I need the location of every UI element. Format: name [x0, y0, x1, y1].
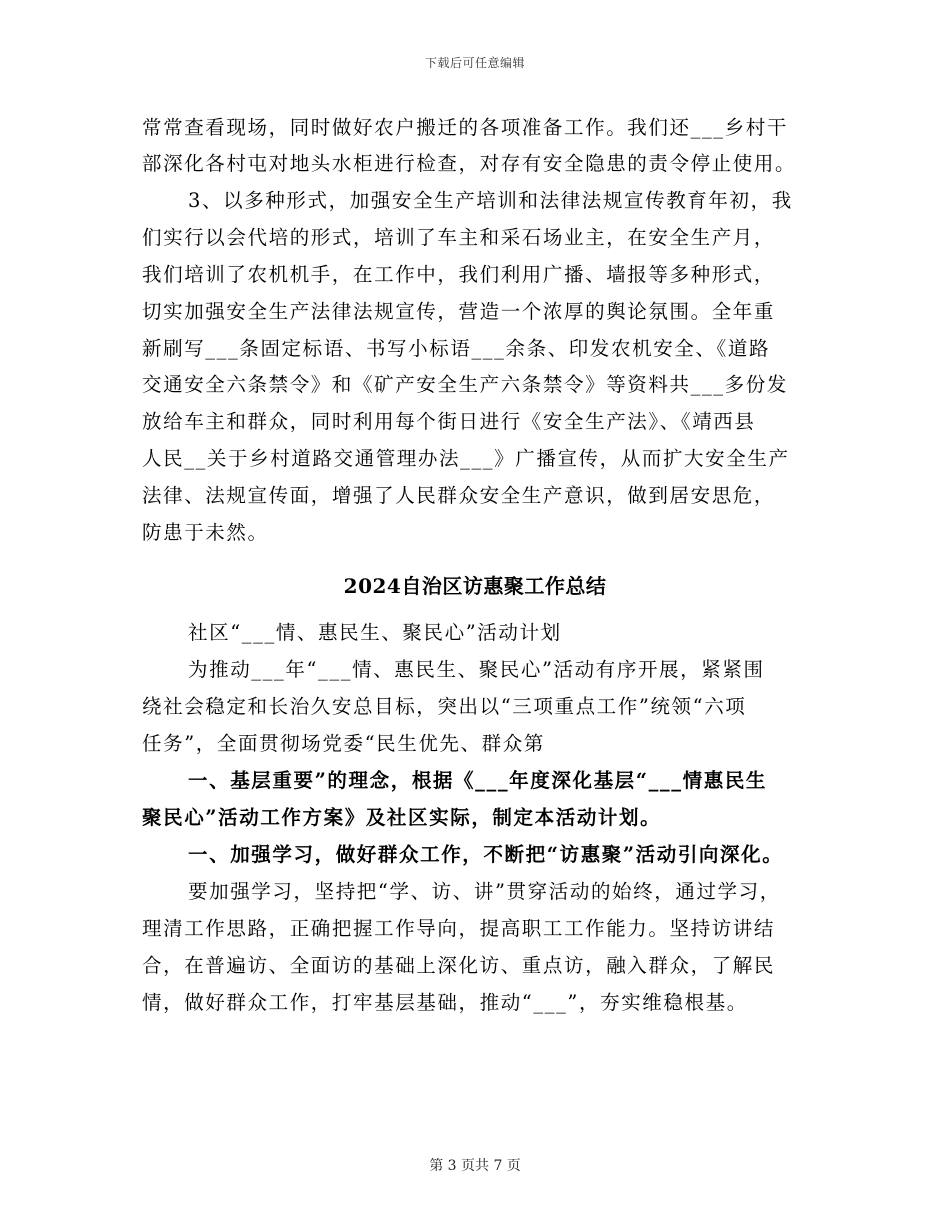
section-title: 2024自治区访惠聚工作总结 [343, 574, 607, 598]
body-line: 常常查看现场，同时做好农户搬迁的各项准备工作。我们还___乡村干 [142, 116, 788, 139]
body-line: 法律、法规宣传面，增强了人民群众安全生产意识，做到居安思危， [142, 484, 776, 507]
body-line: 部深化各村屯对地头水柜进行检查，对存有安全隐患的责令停止使用。 [142, 152, 797, 175]
bold-body-line: 一、基层重要”的理念，根据《___年度深化基层“___情惠民生 [188, 769, 768, 792]
body-line: 新刷写___条固定标语、书写小标语___余条、印发农机安全、《道路 [142, 337, 771, 360]
body-line: 放给车主和群众，同时利用每个街日进行《安全生产法》、《靖西县 [142, 410, 756, 433]
body-line: 交通安全六条禁令》和《矿产安全生产六条禁令》等资料共___多份发 [142, 373, 788, 396]
body-line: 们实行以会代培的形式，培训了车主和采石场业主，在安全生产月， [142, 226, 776, 249]
body-line: 任务”，全面贯彻场党委“民生优先、群众第 [142, 732, 545, 755]
page-header: 下载后可任意编辑 [424, 56, 525, 70]
body-line: 社区“___情、惠民生、聚民心”活动计划 [188, 621, 562, 644]
bold-body-line: 聚民心”活动工作方案》及社区实际，制定本活动计划。 [142, 806, 662, 829]
body-line: 理清工作思路，正确把握工作导向，提高职工工作能力。坚持访讲结 [142, 917, 776, 940]
body-line: 情，做好群众工作，打牢基层基础，推动“___”，夯实维稳根基。 [142, 991, 748, 1014]
body-line: 我们培训了农机机手，在工作中，我们利用广播、墙报等多种形式， [142, 263, 776, 286]
body-line: 切实加强安全生产法律法规宣传，营造一个浓厚的舆论氛围。全年重 [142, 300, 776, 323]
body-line: 绕社会稳定和长治久安总目标，突出以“三项重点工作”统领“六项 [142, 695, 747, 718]
page-footer: 第 3 页共 7 页 [429, 1158, 521, 1174]
body-line: 3、以多种形式，加强安全生产培训和法律法规宣传教育年初，我 [188, 189, 793, 212]
body-line: 合，在普遍访、全面访的基础上深化访、重点访，融入群众，了解民 [142, 954, 776, 977]
bold-heading-line: 一、加强学习，做好群众工作，不断把“访惠聚”活动引向深化。 [188, 843, 784, 866]
body-line: 防患于未然。 [142, 521, 269, 544]
body-line: 为推动___年“___情、惠民生、聚民心”活动有序开展，紧紧围 [188, 658, 765, 681]
body-line: 人民__关于乡村道路交通管理办法___》广播宣传，从而扩大安全生产 [142, 447, 790, 470]
body-line: 要加强学习，坚持把“学、访、讲”贯穿活动的始终，通过学习， [188, 880, 781, 903]
